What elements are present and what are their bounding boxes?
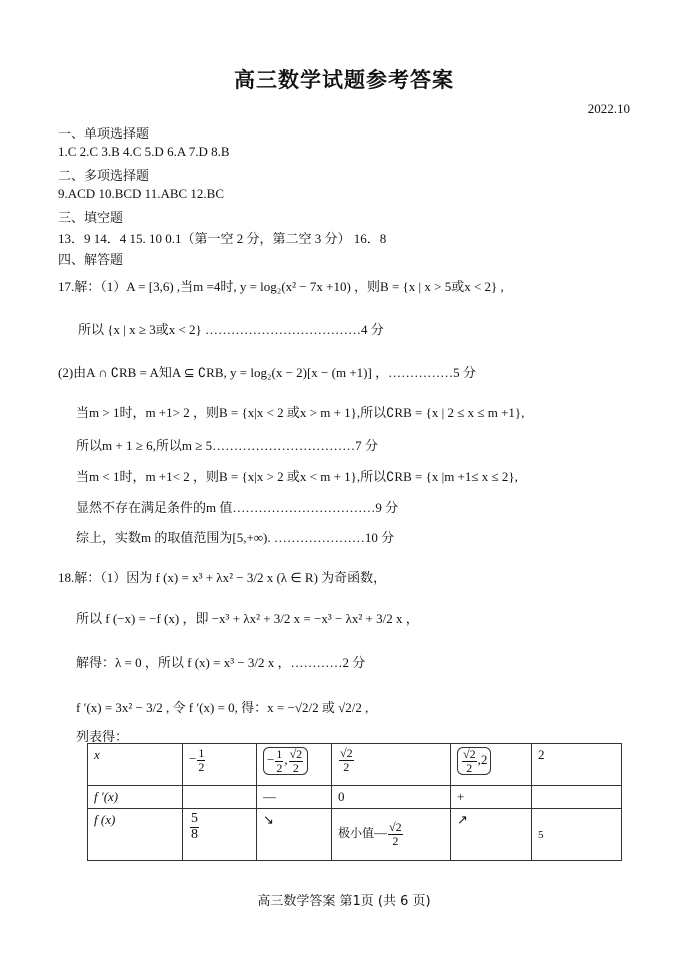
- q17-line: 当m > 1时，m +1> 2 ，则B = {x|x < 2 或x > m + 1},所以∁RB = {x | 2 ≤ x ≤ m +1},: [76, 405, 525, 420]
- section-heading: 二、多项选择题: [58, 169, 150, 184]
- q17-line: 所以m + 1 ≥ 6,所以m ≥ 5……………………………7 分: [76, 438, 378, 453]
- q18-line: 18.解：（1）因为 f (x) = x³ + λx² − 3/2 x (λ ∈ R) 为奇函数，: [58, 570, 387, 585]
- section-answers: 1.C 2.C 3.B 4.C 5.D 6.A 7.D 8.B: [58, 144, 230, 159]
- cell: +: [451, 786, 532, 809]
- cell: 5: [532, 809, 622, 861]
- header-cell-f: f (x): [88, 809, 183, 861]
- section-heading: 三、填空题: [58, 211, 124, 226]
- cell: $\frac{√2}{2}$: [332, 744, 451, 786]
- cell: —: [257, 786, 332, 809]
- header-cell-fprime: f ′(x): [88, 786, 183, 809]
- q17-line: 17.解：（1）A = [3,6) ,当m =4时, y = log₂(x² − 7x +10) ，则B = {x | x > 5或x < 2} ,: [58, 279, 504, 294]
- section-answers: 13．9 14．4 15. 10 0.1（第一空 2 分，第二空 3 分） 16．8: [58, 231, 387, 246]
- q17-line: 综上，实数m 的取值范围为[5,+∞). …………………10 分: [76, 530, 395, 545]
- cell: − $\frac{1}{2}$ , $\frac{√2}{2}$: [257, 744, 332, 786]
- cell: [183, 786, 257, 809]
- date: 2022.10: [587, 101, 630, 116]
- q18-line: f ′(x) = 3x² − 3/2 , 令 f ′(x) = 0, 得：x = −√2/2 或 √2/2 ,: [76, 700, 369, 715]
- q17-line: 当m < 1时，m +1< 2 ，则B = {x|x > 2 或x < m + 1},所以∁RB = {x |m +1≤ x ≤ 2},: [76, 469, 518, 484]
- section-heading: 一、单项选择题: [58, 127, 150, 142]
- cell: [532, 786, 622, 809]
- cell: 2: [532, 744, 622, 786]
- cell: [451, 809, 532, 861]
- cell: [257, 809, 332, 861]
- page-footer: 高三数学答案 第1页 (共 6 页): [257, 894, 431, 909]
- increase-arrow-icon: ↗: [457, 812, 468, 827]
- section-answers: 9.ACD 10.BCD 11.ABC 12.BC: [58, 186, 225, 201]
- q18-line: 所以 f (−x) = −f (x) ，即 −x³ + λx² + 3/2 x = −x³ − λx² + 3/2 x ，: [76, 611, 419, 626]
- q18-line: 解得：λ = 0 ，所以 f (x) = x³ − 3/2 x ，…………2 分: [76, 655, 366, 670]
- cell: 0: [332, 786, 451, 809]
- q17-line: (2)由A ∩ ∁RB = A知A ⊆ ∁RB, y = log₂(x − 2)[x − (m +1)] ，……………5 分: [58, 365, 476, 380]
- cell: $\frac{√2}{2}$ ,2: [451, 744, 532, 786]
- q18-line: 列表得：: [76, 729, 129, 744]
- q17-line: 显然不存在满足条件的m 值……………………………9 分: [76, 500, 399, 515]
- decrease-arrow-icon: ↘: [263, 812, 274, 827]
- page-title: 高三数学试题参考答案: [234, 68, 454, 92]
- sign-table: [87, 743, 622, 861]
- cell: − $\frac{1}{2}$: [183, 744, 257, 786]
- q17-line: 所以 {x | x ≥ 3或x < 2} ………………………………4 分: [78, 322, 384, 337]
- header-cell-x: x: [88, 744, 183, 786]
- cell: 极小值— $\frac{√2}{2}$: [332, 809, 451, 861]
- cell: $\frac{5}{8}$: [183, 809, 257, 861]
- section-heading: 四、解答题: [58, 253, 124, 268]
